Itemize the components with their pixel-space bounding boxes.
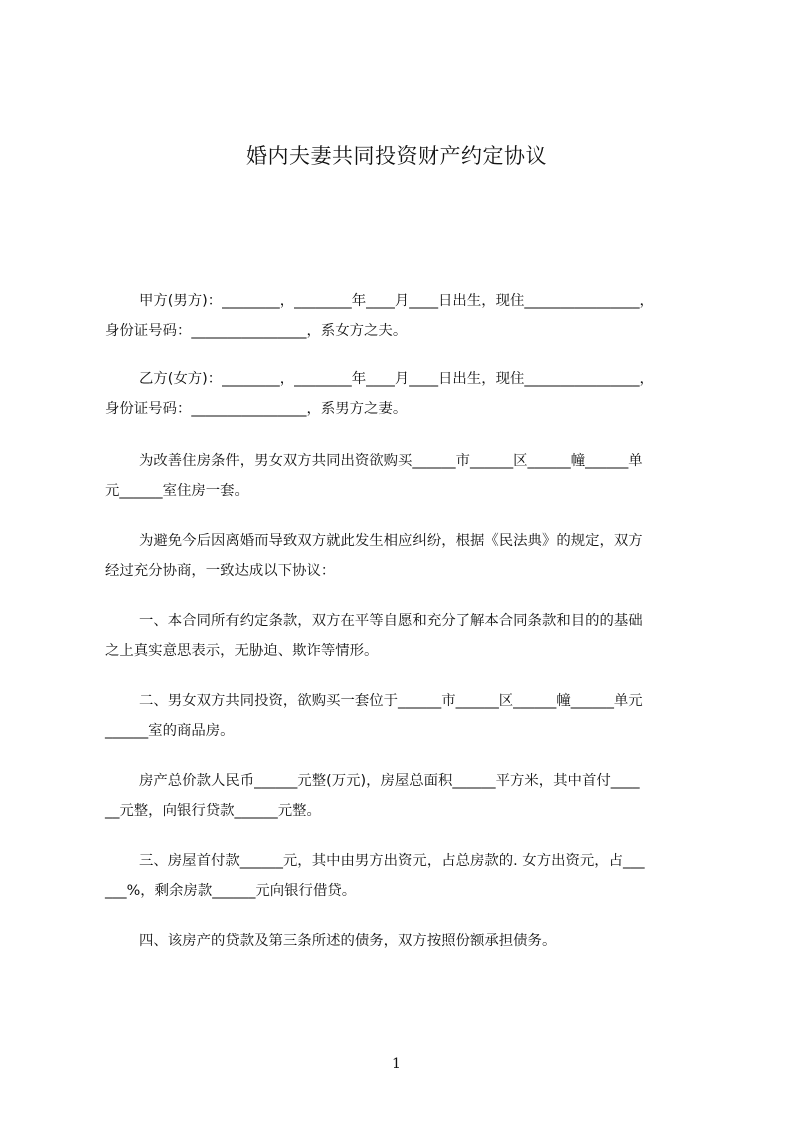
paragraph-price xyxy=(105,766,705,826)
paragraph-article-1 xyxy=(105,606,705,666)
paragraph-line: 一、本合同所有约定条款，双方在平等自愿和充分了解本合同条款和目的的基础 xyxy=(139,613,643,629)
paragraph-line: 三、房屋首付款______元，其中由男方出资元，占总房款的. 女方出资元，占___ xyxy=(139,853,645,869)
paragraph-purpose xyxy=(105,446,705,506)
document-title: 婚内夫妻共同投资财产约定协议 xyxy=(246,144,547,168)
paragraph-line: ______室的商品房。 xyxy=(105,723,235,739)
paragraph-line: 甲方(男方)：________，________年____月____日出生，现住________________， xyxy=(139,293,654,309)
paragraph-line: 元______室住房一套。 xyxy=(105,483,249,499)
paragraph-line: 身份证号码：________________，系男方之妻。 xyxy=(105,401,408,417)
paragraph-line: 身份证号码：________________，系女方之夫。 xyxy=(105,323,408,339)
page-number: 1 xyxy=(392,1056,401,1072)
paragraph-line: 之上真实意思表示，无胁迫、欺诈等情形。 xyxy=(105,643,379,659)
paragraph-line: 为改善住房条件，男女双方共同出资欲购买______市______区______幢______单 xyxy=(139,453,643,469)
paragraph-line: 房产总价款人民币______元整(万元)，房屋总面积______平方米，其中首付____ xyxy=(139,773,640,789)
paragraph-article-2 xyxy=(105,686,705,746)
paragraph-preamble xyxy=(105,526,705,586)
paragraph-line: __元整，向银行贷款______元整。 xyxy=(105,803,321,819)
paragraph-line: 乙方(女方)：________，________年____月____日出生，现住________________， xyxy=(139,371,654,387)
paragraph-line: 四、该房产的贷款及第三条所述的债务，双方按照份额承担债务。 xyxy=(139,933,557,949)
paragraph-line: 为避免今后因离婚而导致双方就此发生相应纠纷，根据《民法典》的规定，双方 xyxy=(139,533,643,549)
paragraph-party-a xyxy=(105,286,705,346)
paragraph-party-b xyxy=(105,364,705,424)
paragraph-line: ___%，剩余房款______元向银行借贷。 xyxy=(105,883,357,899)
paragraph-line: 二、男女双方共同投资，欲购买一套位于______市______区______幢______单元 xyxy=(139,693,643,709)
paragraph-article-4 xyxy=(105,926,705,956)
paragraph-line: 经过充分协商，一致达成以下协议： xyxy=(105,563,336,579)
paragraph-article-3 xyxy=(105,846,705,906)
